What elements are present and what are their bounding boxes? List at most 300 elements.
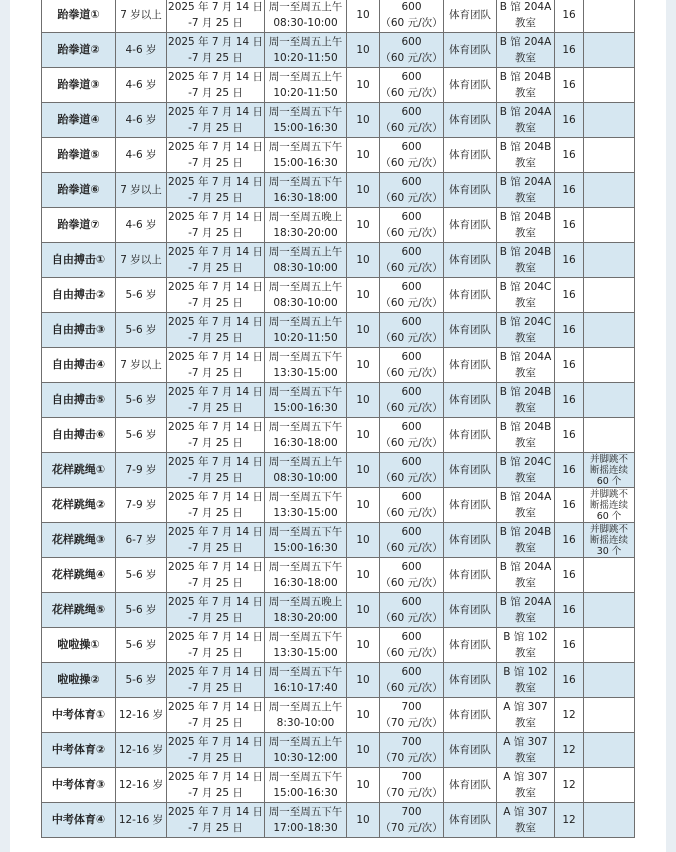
date-range-line: -7 月 25 日: [188, 752, 243, 764]
age-range: [116, 68, 167, 103]
age-range: [116, 523, 167, 558]
session-count-line: 10: [356, 534, 370, 546]
date-range-line: -7 月 25 日: [188, 297, 243, 309]
date-range-line: -7 月 25 日: [188, 367, 243, 379]
remark: [584, 523, 635, 558]
capacity-line: 16: [562, 534, 576, 546]
capacity: [555, 208, 584, 243]
course-fee-line: （60 元/次）: [380, 507, 443, 519]
date-range-line: -7 月 25 日: [188, 682, 243, 694]
course-fee-line: （60 元/次）: [380, 542, 443, 554]
date-range: [167, 418, 265, 453]
remark-line: 断摇连续: [589, 499, 628, 511]
classroom-line: B 馆 204A: [499, 36, 552, 48]
table-row: [42, 593, 635, 628]
teacher: [444, 698, 497, 733]
class-time-line: 周一至周五上午: [268, 456, 343, 468]
course-fee: [380, 733, 444, 768]
teacher-line: 体育团队: [449, 44, 491, 56]
course-fee: [380, 488, 444, 523]
table-row: [42, 348, 635, 383]
classroom-line: 教室: [515, 472, 536, 484]
course-fee: [380, 418, 444, 453]
date-range: [167, 453, 265, 488]
class-time-line: 16:30-18:00: [273, 437, 338, 449]
capacity: [555, 313, 584, 348]
teacher: [444, 488, 497, 523]
classroom-line: B 馆 204B: [499, 141, 552, 153]
date-range-line: 2025 年 7 月 14 日: [168, 141, 263, 153]
class-time-line: 13:30-15:00: [273, 367, 338, 379]
class-time-line: 13:30-15:00: [273, 647, 338, 659]
session-count: [347, 698, 380, 733]
date-range: [167, 278, 265, 313]
class-time-line: 10:20-11:50: [273, 87, 338, 99]
course-name: [42, 418, 116, 453]
date-range: [167, 208, 265, 243]
course-name: [42, 208, 116, 243]
course-fee-line: 600: [401, 1, 422, 13]
date-range-line: -7 月 25 日: [188, 52, 243, 64]
classroom-line: B 馆 204B: [499, 211, 552, 223]
course-name: [42, 698, 116, 733]
capacity: [555, 488, 584, 523]
age-range-line: 5-6 岁: [125, 639, 157, 651]
class-time: [265, 558, 347, 593]
remark: [584, 488, 635, 523]
capacity: [555, 418, 584, 453]
date-range: [167, 383, 265, 418]
table-row: [42, 698, 635, 733]
teacher: [444, 103, 497, 138]
class-time-line: 18:30-20:00: [273, 227, 338, 239]
course-name-line: 花样跳绳④: [51, 568, 106, 581]
date-range-line: -7 月 25 日: [188, 157, 243, 169]
table-row: [42, 628, 635, 663]
date-range-line: 2025 年 7 月 14 日: [168, 736, 263, 748]
date-range: [167, 698, 265, 733]
date-range-line: -7 月 25 日: [188, 787, 243, 799]
course-fee-line: 600: [401, 106, 422, 118]
classroom-line: 教室: [515, 157, 536, 169]
session-count-line: 10: [356, 569, 370, 581]
capacity-line: 16: [562, 254, 576, 266]
session-count-line: 10: [356, 219, 370, 231]
session-count-line: 10: [356, 114, 370, 126]
class-time-line: 周一至周五下午: [268, 386, 343, 398]
course-name: [42, 68, 116, 103]
age-range-line: 5-6 岁: [125, 674, 157, 686]
capacity-line: 16: [562, 499, 576, 511]
teacher: [444, 733, 497, 768]
teacher: [444, 68, 497, 103]
capacity-line: 12: [562, 779, 576, 791]
table-row: [42, 663, 635, 698]
teacher: [444, 803, 497, 838]
course-name-line: 跆拳道⑥: [57, 183, 100, 196]
teacher: [444, 313, 497, 348]
remark-line: 并脚跳不: [589, 523, 628, 535]
classroom-line: 教室: [515, 542, 536, 554]
teacher-line: 体育团队: [449, 569, 491, 581]
class-time: [265, 803, 347, 838]
table-row: [42, 488, 635, 523]
classroom-line: B 馆 204A: [499, 596, 552, 608]
course-fee: [380, 558, 444, 593]
date-range: [167, 663, 265, 698]
teacher: [444, 768, 497, 803]
course-fee: [380, 0, 444, 33]
age-range: [116, 663, 167, 698]
course-fee: [380, 103, 444, 138]
classroom: [497, 768, 555, 803]
classroom: [497, 558, 555, 593]
session-count-line: 10: [356, 394, 370, 406]
course-name-line: 自由搏击⑥: [51, 428, 106, 441]
class-time-line: 16:10-17:40: [273, 682, 338, 694]
class-time-line: 周一至周五上午: [268, 281, 343, 293]
teacher-line: 体育团队: [449, 604, 491, 616]
class-time-line: 周一至周五上午: [268, 316, 343, 328]
course-fee: [380, 593, 444, 628]
capacity: [555, 383, 584, 418]
session-count: [347, 593, 380, 628]
course-fee-line: （70 元/次）: [380, 787, 443, 799]
classroom-line: 教室: [515, 612, 536, 624]
age-range: [116, 593, 167, 628]
classroom: [497, 68, 555, 103]
date-range: [167, 628, 265, 663]
course-fee: [380, 173, 444, 208]
table-row: [42, 68, 635, 103]
teacher-line: 体育团队: [449, 324, 491, 336]
course-name: [42, 733, 116, 768]
teacher-line: 体育团队: [449, 744, 491, 756]
course-fee-line: （70 元/次）: [380, 717, 443, 729]
classroom: [497, 418, 555, 453]
class-time: [265, 138, 347, 173]
age-range: [116, 803, 167, 838]
remark: [584, 383, 635, 418]
course-name-line: 跆拳道①: [57, 8, 100, 21]
course-name: [42, 593, 116, 628]
session-count-line: 10: [356, 44, 370, 56]
date-range-line: -7 月 25 日: [188, 507, 243, 519]
session-count: [347, 208, 380, 243]
course-fee-line: 600: [401, 491, 422, 503]
course-fee-line: （60 元/次）: [380, 472, 443, 484]
course-name: [42, 628, 116, 663]
capacity: [555, 768, 584, 803]
table-row: [42, 173, 635, 208]
course-fee-line: （60 元/次）: [380, 192, 443, 204]
course-name-line: 中考体育③: [51, 778, 106, 791]
class-time: [265, 278, 347, 313]
classroom: [497, 348, 555, 383]
course-fee-line: 600: [401, 71, 422, 83]
table-row: [42, 208, 635, 243]
date-range-line: 2025 年 7 月 14 日: [168, 561, 263, 573]
date-range-line: 2025 年 7 月 14 日: [168, 106, 263, 118]
table-row: [42, 418, 635, 453]
classroom-line: B 馆 102: [503, 666, 548, 678]
table-row: [42, 383, 635, 418]
classroom-line: 教室: [515, 822, 536, 834]
date-range: [167, 173, 265, 208]
session-count: [347, 68, 380, 103]
age-range-line: 7 岁以上: [120, 254, 162, 266]
date-range-line: 2025 年 7 月 14 日: [168, 211, 263, 223]
course-fee-line: 700: [401, 736, 422, 748]
capacity: [555, 348, 584, 383]
date-range: [167, 313, 265, 348]
teacher: [444, 453, 497, 488]
date-range: [167, 523, 265, 558]
session-count-line: 10: [356, 604, 370, 616]
age-range-line: 4-6 岁: [125, 79, 157, 91]
classroom: [497, 138, 555, 173]
teacher: [444, 523, 497, 558]
course-name: [42, 278, 116, 313]
course-fee-line: 600: [401, 456, 422, 468]
session-count-line: 10: [356, 254, 370, 266]
teacher-line: 体育团队: [449, 674, 491, 686]
age-range: [116, 558, 167, 593]
date-range-line: 2025 年 7 月 14 日: [168, 771, 263, 783]
capacity: [555, 173, 584, 208]
course-fee-line: （60 元/次）: [380, 297, 443, 309]
age-range: [116, 173, 167, 208]
date-range: [167, 0, 265, 33]
teacher-line: 体育团队: [449, 499, 491, 511]
date-range-line: 2025 年 7 月 14 日: [168, 701, 263, 713]
class-time: [265, 383, 347, 418]
course-fee: [380, 348, 444, 383]
capacity: [555, 803, 584, 838]
remark: [584, 208, 635, 243]
course-fee-line: （60 元/次）: [380, 157, 443, 169]
table-row: [42, 138, 635, 173]
teacher-line: 体育团队: [449, 79, 491, 91]
classroom: [497, 733, 555, 768]
teacher-line: 体育团队: [449, 534, 491, 546]
classroom: [497, 803, 555, 838]
date-range-line: -7 月 25 日: [188, 332, 243, 344]
class-time-line: 08:30-10:00: [273, 472, 338, 484]
class-time-line: 周一至周五上午: [268, 736, 343, 748]
date-range: [167, 33, 265, 68]
course-name-line: 中考体育④: [51, 813, 106, 826]
course-name: [42, 558, 116, 593]
teacher-line: 体育团队: [449, 184, 491, 196]
remark: [584, 33, 635, 68]
classroom-line: B 馆 204B: [499, 421, 552, 433]
course-fee-line: 600: [401, 421, 422, 433]
class-time: [265, 768, 347, 803]
age-range-line: 5-6 岁: [125, 604, 157, 616]
course-fee-line: 700: [401, 806, 422, 818]
class-time-line: 10:20-11:50: [273, 332, 338, 344]
course-name: [42, 768, 116, 803]
course-fee-line: （60 元/次）: [380, 87, 443, 99]
remark: [584, 453, 635, 488]
table-row: [42, 313, 635, 348]
classroom-line: 教室: [515, 367, 536, 379]
date-range-line: -7 月 25 日: [188, 647, 243, 659]
classroom-line: B 馆 102: [503, 631, 548, 643]
date-range-line: -7 月 25 日: [188, 472, 243, 484]
classroom-line: 教室: [515, 682, 536, 694]
course-fee-line: 600: [401, 561, 422, 573]
session-count-line: 10: [356, 184, 370, 196]
course-fee-line: （60 元/次）: [380, 332, 443, 344]
class-time-line: 10:30-12:00: [273, 752, 338, 764]
session-count: [347, 103, 380, 138]
course-fee-line: 600: [401, 36, 422, 48]
course-fee-line: （60 元/次）: [380, 402, 443, 414]
session-count: [347, 628, 380, 663]
course-fee-line: （70 元/次）: [380, 822, 443, 834]
session-count: [347, 768, 380, 803]
capacity: [555, 33, 584, 68]
remark: [584, 173, 635, 208]
table-row: [42, 103, 635, 138]
session-count: [347, 383, 380, 418]
table-row: [42, 558, 635, 593]
class-time-line: 15:00-16:30: [273, 787, 338, 799]
age-range: [116, 243, 167, 278]
age-range: [116, 453, 167, 488]
class-time-line: 周一至周五下午: [268, 351, 343, 363]
course-name: [42, 138, 116, 173]
date-range-line: 2025 年 7 月 14 日: [168, 71, 263, 83]
capacity: [555, 593, 584, 628]
classroom: [497, 523, 555, 558]
course-name-line: 自由搏击②: [51, 288, 106, 301]
classroom-line: 教室: [515, 752, 536, 764]
course-name: [42, 173, 116, 208]
course-name-line: 花样跳绳⑤: [51, 603, 106, 616]
class-time-line: 周一至周五下午: [268, 631, 343, 643]
session-count: [347, 278, 380, 313]
course-fee-line: （60 元/次）: [380, 367, 443, 379]
class-time-line: 周一至周五上午: [268, 36, 343, 48]
course-fee: [380, 68, 444, 103]
course-name: [42, 803, 116, 838]
teacher: [444, 173, 497, 208]
date-range-line: 2025 年 7 月 14 日: [168, 806, 263, 818]
age-range-line: 5-6 岁: [125, 394, 157, 406]
class-time-line: 周一至周五上午: [268, 701, 343, 713]
class-time-line: 周一至周五上午: [268, 71, 343, 83]
class-time: [265, 628, 347, 663]
teacher-line: 体育团队: [449, 359, 491, 371]
session-count-line: 10: [356, 499, 370, 511]
course-fee: [380, 313, 444, 348]
course-name: [42, 313, 116, 348]
remark: [584, 68, 635, 103]
teacher-line: 体育团队: [449, 779, 491, 791]
age-range: [116, 278, 167, 313]
session-count-line: 10: [356, 639, 370, 651]
table-row: [42, 803, 635, 838]
class-time: [265, 68, 347, 103]
capacity: [555, 68, 584, 103]
remark: [584, 313, 635, 348]
age-range: [116, 348, 167, 383]
course-fee: [380, 33, 444, 68]
teacher-line: 体育团队: [449, 429, 491, 441]
course-name-line: 花样跳绳①: [51, 463, 106, 476]
capacity-line: 16: [562, 79, 576, 91]
date-range-line: 2025 年 7 月 14 日: [168, 421, 263, 433]
date-range: [167, 488, 265, 523]
remark: [584, 768, 635, 803]
date-range-line: -7 月 25 日: [188, 122, 243, 134]
session-count: [347, 418, 380, 453]
classroom: [497, 278, 555, 313]
course-fee: [380, 453, 444, 488]
course-fee: [380, 243, 444, 278]
capacity-line: 16: [562, 429, 576, 441]
class-time: [265, 0, 347, 33]
class-time: [265, 313, 347, 348]
classroom: [497, 173, 555, 208]
classroom: [497, 593, 555, 628]
class-time: [265, 733, 347, 768]
age-range: [116, 768, 167, 803]
course-name-line: 花样跳绳③: [51, 533, 106, 546]
date-range-line: -7 月 25 日: [188, 822, 243, 834]
age-range-line: 7-9 岁: [125, 464, 157, 476]
class-time-line: 周一至周五晚上: [268, 211, 343, 223]
capacity-line: 16: [562, 184, 576, 196]
age-range-line: 7-9 岁: [125, 499, 157, 511]
class-time-line: 08:30-10:00: [273, 262, 338, 274]
course-fee-line: （60 元/次）: [380, 437, 443, 449]
session-count: [347, 803, 380, 838]
classroom-line: 教室: [515, 647, 536, 659]
age-range: [116, 628, 167, 663]
capacity: [555, 243, 584, 278]
course-fee: [380, 628, 444, 663]
classroom-line: 教室: [515, 52, 536, 64]
classroom: [497, 663, 555, 698]
course-name: [42, 33, 116, 68]
session-count-line: 10: [356, 744, 370, 756]
classroom: [497, 243, 555, 278]
remark: [584, 138, 635, 173]
classroom-line: A 馆 307: [503, 736, 548, 748]
class-time-line: 15:00-16:30: [273, 157, 338, 169]
course-name-line: 跆拳道②: [57, 43, 100, 56]
class-time: [265, 663, 347, 698]
classroom-line: 教室: [515, 787, 536, 799]
capacity-line: 16: [562, 674, 576, 686]
classroom-line: B 馆 204A: [499, 1, 552, 13]
course-name-line: 自由搏击⑤: [51, 393, 106, 406]
course-fee-line: （60 元/次）: [380, 647, 443, 659]
session-count: [347, 523, 380, 558]
course-fee: [380, 383, 444, 418]
course-fee-line: 600: [401, 526, 422, 538]
course-fee-line: 600: [401, 351, 422, 363]
session-count-line: 10: [356, 674, 370, 686]
classroom-line: 教室: [515, 17, 536, 29]
teacher-line: 体育团队: [449, 254, 491, 266]
table-row: [42, 0, 635, 33]
course-fee: [380, 138, 444, 173]
